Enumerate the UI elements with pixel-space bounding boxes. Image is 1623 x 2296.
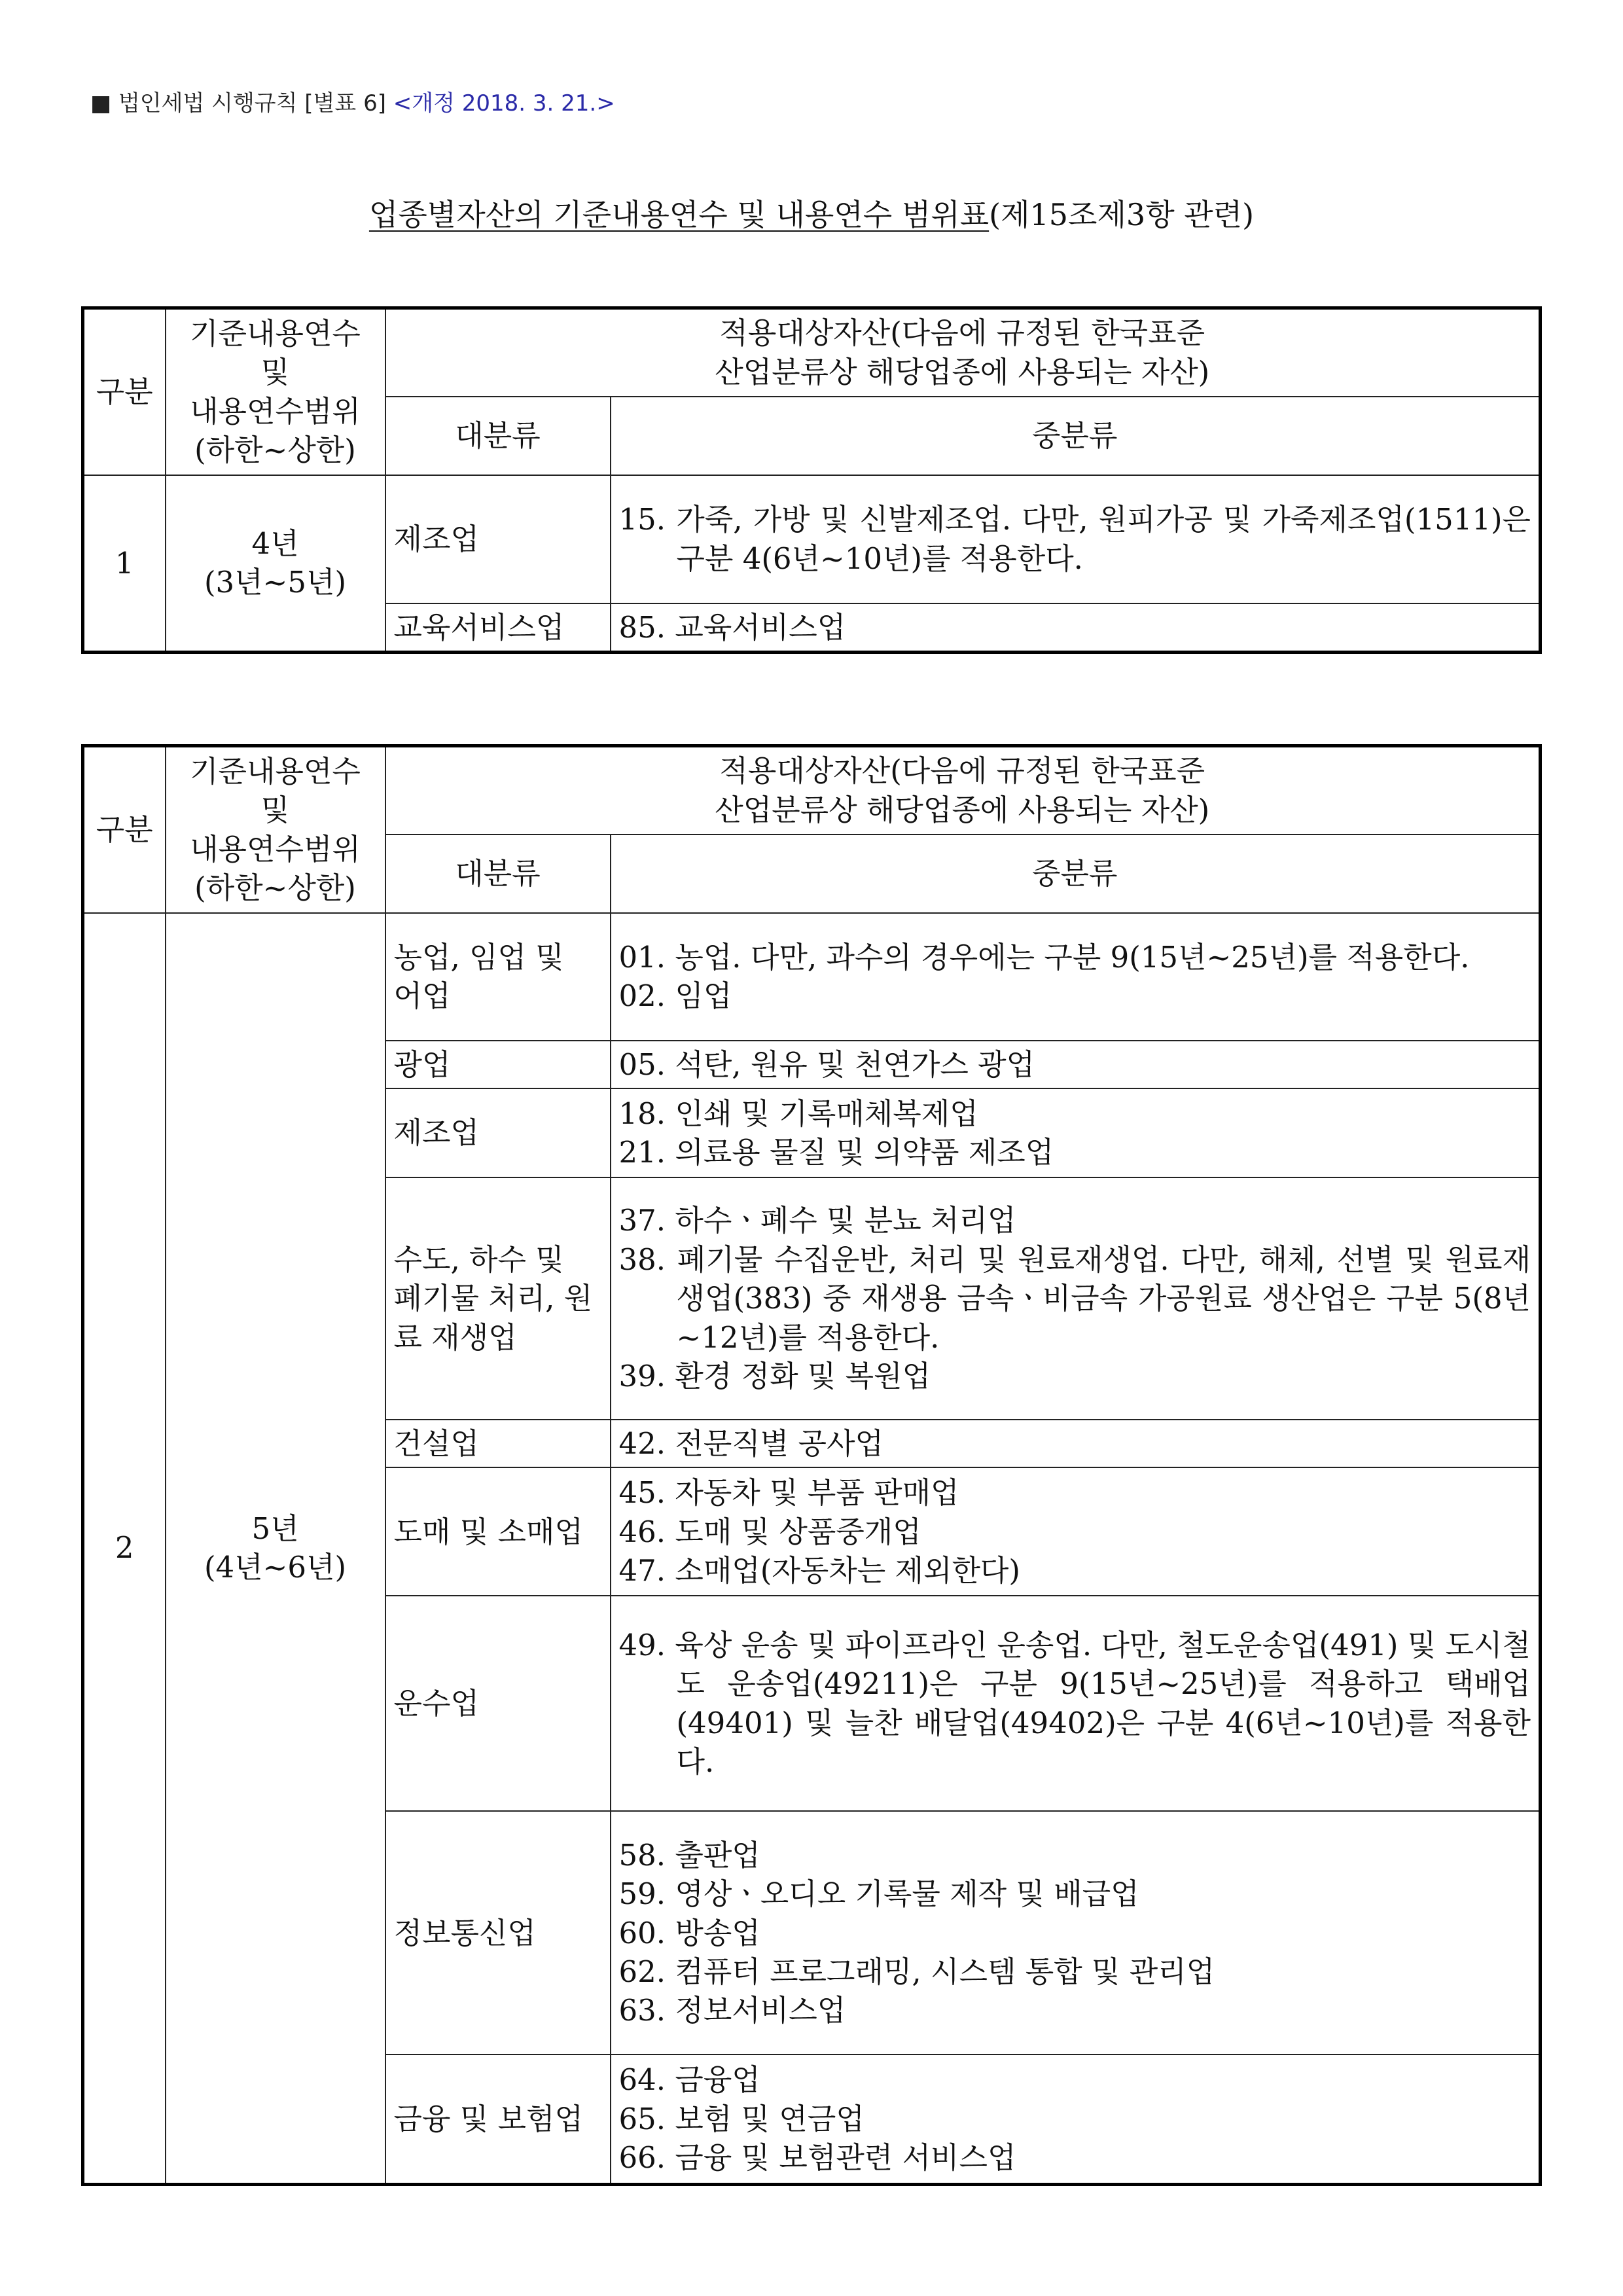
col-division-header: 구분 <box>83 308 166 475</box>
major-category-cell: 수도, 하수 및 폐기물 처리, 원료 재생업 <box>385 1177 611 1420</box>
major-category-cell: 교육서비스업 <box>385 603 611 653</box>
col-major-header: 대분류 <box>385 397 611 475</box>
major-category-cell: 제조업 <box>385 475 611 603</box>
middle-category-cell: 05. 석탄, 원유 및 천연가스 광업 <box>611 1041 1541 1088</box>
document-header <box>90 85 615 117</box>
middle-category-cell: 01. 농업. 다만, 과수의 경우에는 구분 9(15년~25년)를 적용한다. 02. 임업 <box>611 913 1541 1041</box>
middle-category-cell: 58. 출판업 59. 영상ㆍ오디오 기록물 제작 및 배급업 60. 방송업 62. 컴퓨터 프로그래밍, 시스템 통합 및 관리업 63. 정보서비스업 <box>611 1811 1541 2054</box>
amendment-date: <개정 2018. 3. 21.> <box>393 90 615 117</box>
major-category-cell: 농업, 임업 및 어업 <box>385 913 611 1041</box>
division-cell: 2 <box>83 913 166 2185</box>
period-cell: 4년 (3년~5년) <box>166 475 385 653</box>
col-major-header: 대분류 <box>385 834 611 913</box>
col-division-header: 구분 <box>83 746 166 913</box>
middle-category-cell: 64. 금융업 65. 보험 및 연금업 66. 금융 및 보험관련 서비스업 <box>611 2054 1541 2184</box>
col-period-header: 기준내용연수 및 내용연수범위 (하한~상한) <box>166 308 385 475</box>
col-period-header: 기준내용연수 및 내용연수범위 (하한~상한) <box>166 746 385 913</box>
durable-years-table-2 <box>81 744 1542 2186</box>
major-category-cell: 광업 <box>385 1041 611 1088</box>
middle-category-cell: 49. 육상 운송 및 파이프라인 운송업. 다만, 철도운송업(491) 및 도시철도 운송업(49211)은 구분 9(15년~25년)를 적용하고 택배업(49401) 및 늘찬 배달업(49402)은 구분 4(6년~10년)를 적용한다. <box>611 1596 1541 1811</box>
major-category-cell: 제조업 <box>385 1088 611 1177</box>
middle-category-cell: 45. 자동차 및 부품 판매업 46. 도매 및 상품중개업 47. 소매업(자동차는 제외한다) <box>611 1467 1541 1596</box>
middle-category-cell: 42. 전문직별 공사업 <box>611 1420 1541 1467</box>
col-assets-header: 적용대상자산(다음에 규정된 한국표준 산업분류상 해당업종에 사용되는 자산) <box>385 308 1541 397</box>
middle-category-cell: 37. 하수ㆍ폐수 및 분뇨 처리업 38. 폐기물 수집운반, 처리 및 원료재생업. 다만, 해체, 선별 및 원료재생업(383) 중 재생용 금속ㆍ비금속 가공원료 생산업은 구분 5(8년~12년)를 적용한다. 39. 환경 정화 및 복원업 <box>611 1177 1541 1420</box>
col-middle-header: 중분류 <box>611 834 1541 913</box>
division-cell: 1 <box>83 475 166 653</box>
major-category-cell: 운수업 <box>385 1596 611 1811</box>
middle-category-cell: 18. 인쇄 및 기록매체복제업 21. 의료용 물질 및 의약품 제조업 <box>611 1088 1541 1177</box>
period-cell: 5년 (4년~6년) <box>166 913 385 2185</box>
major-category-cell: 도매 및 소매업 <box>385 1467 611 1596</box>
major-category-cell: 금융 및 보험업 <box>385 2054 611 2184</box>
durable-years-table-1 <box>81 306 1542 654</box>
major-category-cell: 건설업 <box>385 1420 611 1467</box>
page-title <box>0 191 1623 234</box>
major-category-cell: 정보통신업 <box>385 1811 611 2054</box>
middle-category-cell: 85. 교육서비스업 <box>611 603 1541 653</box>
regulation-reference: 법인세법 시행규칙 [별표 6] <box>118 90 386 117</box>
title-sub: (제15조제3항 관련) <box>989 197 1255 232</box>
col-middle-header: 중분류 <box>611 397 1541 475</box>
col-assets-header: 적용대상자산(다음에 규정된 한국표준 산업분류상 해당업종에 사용되는 자산) <box>385 746 1541 834</box>
middle-category-cell: 15. 가죽, 가방 및 신발제조업. 다만, 원피가공 및 가죽제조업(1511)은 구분 4(6년~10년)를 적용한다. <box>611 475 1541 603</box>
bullet-square-icon: ■ <box>90 90 112 117</box>
title-main: 업종별자산의 기준내용연수 및 내용연수 범위표 <box>368 197 990 232</box>
